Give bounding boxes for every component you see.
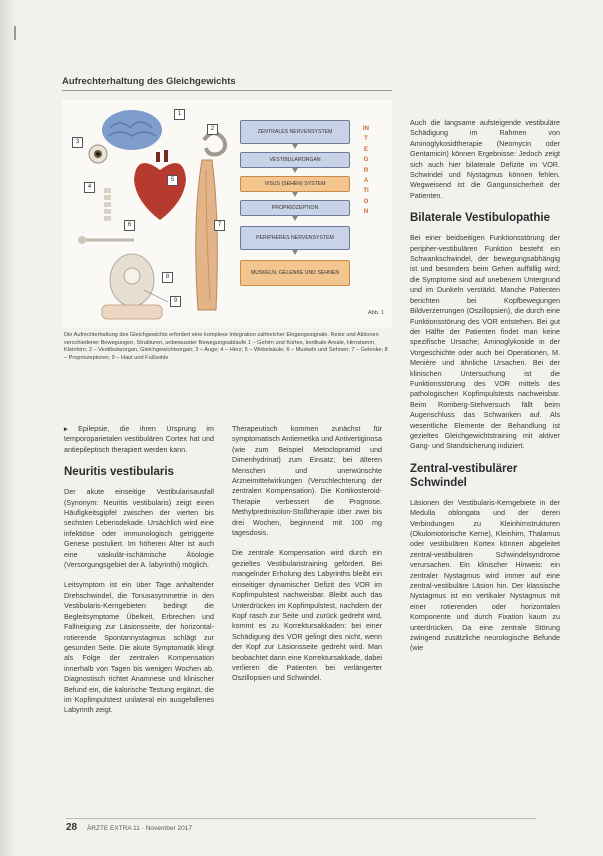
number-tag: 9: [170, 296, 181, 307]
arrow-down-icon: [292, 216, 298, 221]
flow-box-muscles: MUSKELN, GELENKE UND SEHNEN: [240, 260, 350, 286]
spine-icon: [104, 188, 111, 221]
figure-title: Aufrechterhaltung des Gleichgewichts: [62, 76, 236, 87]
brain-icon: [102, 110, 162, 150]
flow-box-vestibular: VESTIBULARORGAN: [240, 152, 350, 168]
number-tag: 1: [174, 109, 185, 120]
arrow-down-icon: [292, 250, 298, 255]
arrow-down-icon: [292, 168, 298, 173]
intro-paragraph: Auch die langsame aufsteigende vestibuläre Schädigung im Rahmen von Aminoglykosidtherapie (Neomycin oder Gentamicin) können Ergebnisse: Jedoch zeigt sich auch hier bilaterale Defizite im VOR. Schwindel und Nystagmus können fehlen. Wegweisend ist die Gangunsicherheit der Patienten.: [410, 118, 560, 200]
number-tag: 4: [84, 182, 95, 193]
arrow-down-icon: [292, 144, 298, 149]
integration-vertical-word: INTEGRATION: [363, 126, 369, 216]
inner-ear-icon: [204, 133, 225, 154]
heart-icon: [134, 163, 186, 220]
number-tag: 5: [167, 175, 178, 186]
intro-continued: ▸ Epilepsie, die ihren Ursprung im temporoparietalen vestibulären Cortex hat und antiepileptisch therapiert werden kann.: [64, 424, 214, 454]
figure-number-label: Abb. 1: [368, 310, 384, 316]
paragraph: Die zentrale Kompensation wird durch ein gezieltes Vestibularistraining gefördert. Bei mangelnder Erholung des Labyrinths bleibt ein einseitiger dynamischer Defizit des VOR im Kopfimpulstest nachweisbar. Bleibt auch das Unterdrücken im Kopfimpulstest, nachdem der Kopf rasch zur Seite und zurück gedreht wird, kommt es zu Korrektursakkaden: bei einer Schädigung des VOR gelingt dies nicht, wenn der Kopf zur Läsionsseite gedreht wird. Man beobachtet dann eine Korrektursakkade, dabei verlieren die Patienten bei verlängerter Oszillopsien und Schwindel.: [232, 548, 382, 683]
heading-neuritis: Neuritis vestibularis: [64, 466, 174, 479]
crop-mark: [14, 26, 16, 40]
paragraph: Der akute einseitige Vestibularisausfall (Synonym: Neuritis vestibularis) zeigt einen Häufigkeitsgipfel zwischen der vierten bis sechsten Lebensdekade. Ursächlich wird eine infektiöse oder immunologisch getriggerte Genese postuliert. Im höheren Alter ist auch eine vaskulär-ischämische Ätiologie (Versorgungsgebiet der A. labyrinthi) möglich.: [64, 487, 214, 570]
number-tag: 3: [72, 137, 83, 148]
paragraph: Läsionen der Vestibularis-Kerngebiete in der Medulla oblongata und der deren Verbindungen zu Kleinhirnstrukturen (Okulomotorische Kerne), Kleinhirn, Thalamus oder vestibulären Kortex können abgeleitet zentral-vestibulären Schwindelsyndrome verursachen. Ein klinischer Hinweis: ein zentraler Nystagmus wird immer auf eine zentral-vestibuläre Läsion hin. Der klassische Nystagmus ist ein vertikaler Nystagmus mit einer rotierenden oder horizontalen Komponente und durch Fixation kaum zu unterdrücken. Da eine zentrale Störung zwingend zusätzliche neurologische Befunde (wie: [410, 497, 560, 653]
flow-box-cns: ZENTRALES NERVENSYSTEM: [240, 120, 350, 144]
figure-title-rule: [62, 90, 392, 91]
paragraph: Therapeutisch kommen zunächst für symptomatisch Antiemetika und Antivertiginosa (wie zum Beispiel Metoclopramid und Dimenhydrinat) zum Einsatz; bei älteren Menschen und unerwünschte Arzneimittelwirkungen (Verschlechterung der zentralen Kompensation). Die Kortikosteroid-Therapie verbessert die Prognose. Methylprednisolon-Stoßtherapie über zwei bis drei Wochen, beginnend mit 100 mg tagesdosis.: [232, 424, 382, 538]
text-column-left: [64, 424, 214, 726]
text-column-right: [410, 118, 560, 664]
footer-rule: [66, 818, 536, 819]
skin-icon: [102, 305, 162, 319]
balance-figure: [62, 100, 392, 328]
flow-box-proprioception: PROPRIOZEPTION: [240, 200, 350, 216]
arrow-down-icon: [292, 192, 298, 197]
flow-box-pns: PERIPHERES NERVENSYSTEM: [240, 226, 350, 250]
heading-bilateral: Bilaterale Vestibulopathie: [410, 212, 550, 225]
page-number: 28: [66, 822, 78, 833]
figure-caption: Die Aufrechterhaltung des Gleichgewichts erfordert eine komplexe Integration zahlreicher Eingangssignale. Reize und Aktionen verschiedener Bewegungen, Strukturen, unbewusster Bewegungsablaufe 1 – Gehirn und Kortex, kortikale Areale, Hirnstamm, Kleinhirn; 2 – Vestibularorgan, Gleichgewichtsorgan; 3 – Auge; 4 – Herz; 5 – Wirbelsäule; 6 – Muskeln und Sehnen; 7 – Gelenke; 8 – Propriozeptoren; 9 – Haut und Fußsohle: [64, 332, 388, 362]
number-tag: 8: [162, 272, 173, 283]
heading-central: Zentral-vestibulärer Schwindel: [410, 462, 518, 489]
flow-box-visual: VISUS (SEHEN) SYSTEM: [240, 176, 350, 192]
paragraph: Leitsymptom ist ein über Tage anhaltender Drehschwindel, die Tonusasymmetrie in den Vestibularis-Kerngebieten bedingt die Begleitsymptome Übelkeit, Erbrechen und Fallneigung zur Läsionsseite, der horizontal-rotierende Spontannystagmus schlägt zur gesunden Seite. Die akute Symptomatik klingt als Folge der zentralen Kompensation innerhalb von Tagen bis wenigen Wochen ab. Diagnostisch richtet Anamnese und klinischer Befund ein, die kalorische Testung ergänzt, die im Kopfimpulstest unilateral ein ausgefallenes Labyrinth zeigt.: [64, 580, 214, 715]
number-tag: 7: [214, 220, 225, 231]
text-column-middle: [232, 424, 382, 694]
paragraph: Bei einer beidseitigen Funktionsstörung der peripher-vestibulären Funktion besteht ein Schwankschwindel, der bewegungsabhängig ist und besonders beim Gehen auffällig wird; die Symptome sind auf unebenem Untergrund und im Dunkeln verstärkt. Manche Patienten berichten bei Kopfbewegungen Bildverzerrungen (Oszillopsien), die durch eine Funktionsstörung des VOR entstehen. Bei gut der Hälfte der Patienten findet man keine spezifische Ursache; Aminoglykoside in der Vorgeschichte oder auch bei Operationen, M. Menière und ähnliche Ursachen. Bei der klinischen Untersuchung ist die Funktionsstörung des VOR mittels des pathologischen Kopfimpulstests nachweisbar. Beim Romberg-Stehversuch fällt beim Augenschluss das Schwanken auf. Als wesentliche Elemente der Behandlung ist gezieltes Gleichgewichtstraining mit aktiver Gang- und Standsicherung indiziert.: [410, 233, 560, 451]
page-footer: [66, 822, 192, 833]
number-tag: 6: [124, 220, 135, 231]
number-tag: 2: [207, 124, 218, 135]
issue-line: ÄRZTE EXTRA 11 · November 2017: [86, 825, 192, 832]
scan-edge-shadow: [0, 0, 16, 856]
